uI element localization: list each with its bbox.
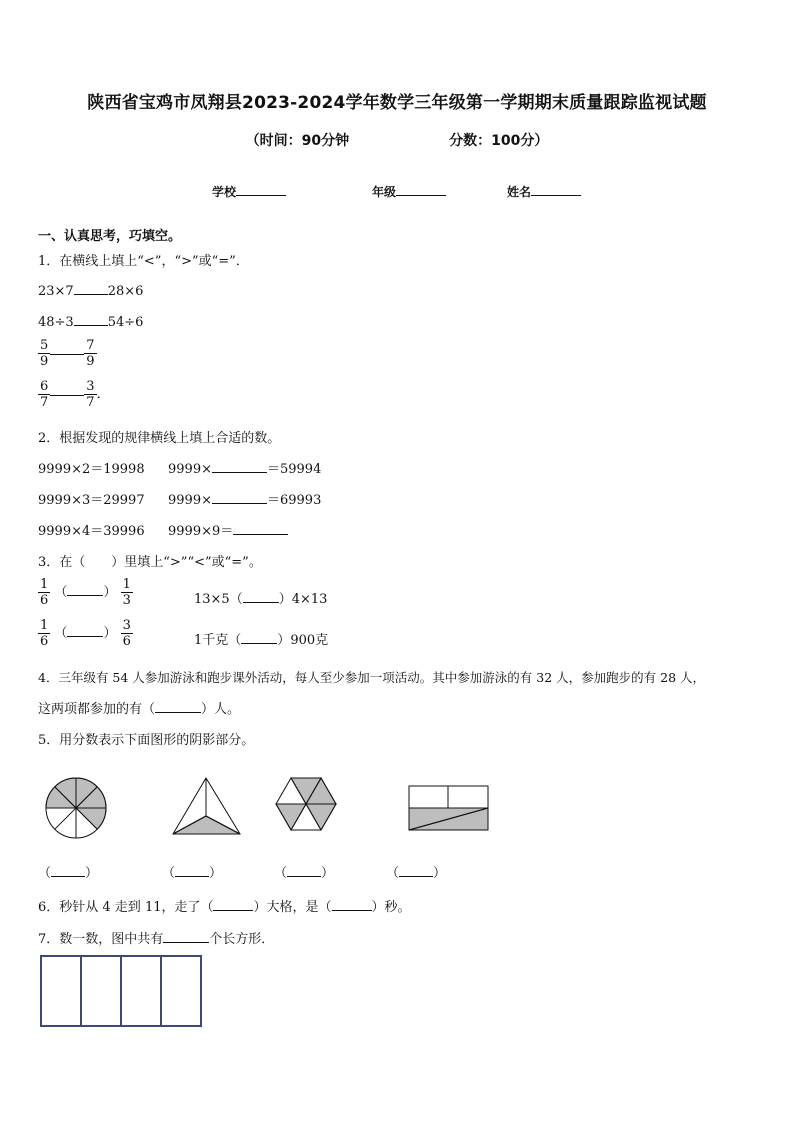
- fraction: $\frac{7}{9}$: [86, 338, 95, 369]
- q1-line2: [38, 313, 143, 330]
- name-field: [507, 183, 581, 200]
- q1-blank-2[interactable]: [74, 313, 108, 326]
- q5-blank-2[interactable]: [175, 864, 209, 877]
- q2-row3-expr: 9999×9＝: [168, 524, 234, 539]
- exam-subtitle: [0, 130, 794, 150]
- section-1-title: 一、认真思考，巧填空。: [38, 229, 182, 244]
- q2-row2-result: ＝69993: [266, 493, 322, 508]
- q2-row3-right: [168, 520, 288, 539]
- q1-line1-right: 28×6: [107, 284, 144, 299]
- fraction: $\frac{6}{7}$: [40, 379, 49, 410]
- q1-end-mark: ．: [96, 387, 110, 402]
- q1-blank-1[interactable]: [74, 282, 108, 295]
- q3-blank-d[interactable]: [241, 631, 277, 644]
- q1-prompt: 1．在横线上填上“<”，“>”或“=”．: [38, 254, 249, 269]
- q1-blank-4[interactable]: [50, 393, 84, 396]
- fraction: $\frac{1}{6}$: [40, 618, 49, 649]
- time-limit: （时间：90分钟: [245, 133, 350, 149]
- q7-blank[interactable]: [163, 930, 209, 943]
- q2-row2-right: [168, 489, 321, 508]
- q2-row2-expr: 9999×: [168, 493, 212, 508]
- circle-figure: [46, 778, 106, 838]
- school-blank[interactable]: [236, 183, 286, 196]
- q2-row1-expr: 9999×: [168, 462, 212, 477]
- q5-figures: [38, 770, 498, 840]
- fraction: $\frac{3}{7}$: [86, 379, 95, 410]
- q1-line3: [38, 338, 97, 369]
- fraction: $\frac{3}{6}$: [122, 618, 131, 649]
- q4-line2: [38, 698, 240, 717]
- fraction: $\frac{5}{9}$: [40, 338, 49, 369]
- triangle-figure: [173, 778, 240, 834]
- q2-row3-left: 9999×4＝39996: [38, 524, 145, 539]
- q4-blank[interactable]: [155, 700, 201, 713]
- q3-prompt: 3．在（ ）里填上“>”“<”或“=”。: [38, 555, 262, 570]
- q6-text-c: ）秒。: [371, 900, 411, 915]
- q6-blank-2[interactable]: [332, 898, 372, 911]
- q5-prompt: 5．用分数表示下面图形的阴影部分。: [38, 733, 255, 748]
- q6-text-a: 6．秒针从 4 走到 11，走了（: [38, 900, 214, 915]
- q3-blank-a[interactable]: [67, 583, 103, 596]
- name-label: 姓名: [507, 185, 532, 199]
- q6-line: [38, 896, 411, 915]
- q3-item-a: $\frac{1}{6}$ （ ） $\frac{1}{3}$: [40, 577, 131, 608]
- grade-field: [372, 183, 446, 200]
- q1-line4: [38, 379, 110, 410]
- q3-item-c: $\frac{1}{6}$ （ ） $\frac{3}{6}$: [40, 618, 131, 649]
- school-label: 学校: [212, 185, 237, 199]
- q3-item-d: 1千克（ ）900克: [194, 633, 329, 648]
- q2-row1-result: ＝59994: [266, 462, 322, 477]
- q7-line: [38, 928, 274, 947]
- q1-blank-3[interactable]: [50, 352, 84, 355]
- q3-blank-b[interactable]: [243, 590, 279, 603]
- q7-text-b: 个长方形．: [209, 932, 275, 947]
- q4-line1: 4．三年级有 54 人参加游泳和跑步课外活动，每人至少参加一项活动。其中参加游泳的有 32 人，参加跑步的有 28 人，: [38, 670, 706, 685]
- q4-text-b: ）人。: [201, 702, 241, 717]
- grade-blank[interactable]: [396, 183, 446, 196]
- q2-blank-1[interactable]: [212, 460, 267, 473]
- q5-answer-1: （ ）: [38, 866, 99, 881]
- q3-d-left: 1千克: [194, 633, 229, 648]
- q5-blank-3[interactable]: [287, 864, 321, 877]
- q2-row1-left: 9999×2＝19998: [38, 462, 145, 477]
- q2-prompt: 2．根据发现的规律横线上填上合适的数。: [38, 431, 281, 446]
- hexagon-figure: [276, 778, 336, 830]
- rectangle-figure: [409, 786, 488, 830]
- q3-d-right: 900克: [290, 633, 329, 648]
- q6-text-b: ）大格，是（: [253, 900, 332, 915]
- q3-item-b: 13×5（ ）4×13: [194, 592, 328, 607]
- fraction: $\frac{1}{3}$: [122, 577, 131, 608]
- q2-blank-3[interactable]: [233, 522, 288, 535]
- q5-blank-1[interactable]: [51, 864, 85, 877]
- exam-title: 陕西省宝鸡市凤翔县2023-2024学年数学三年级第一学期期末质量跟踪监视试题: [87, 93, 707, 113]
- rectangles-figure: [40, 955, 204, 1029]
- q2-row1-right: [168, 458, 321, 477]
- q1-line2-left: 48÷3: [38, 315, 74, 330]
- grade-label: 年级: [372, 185, 397, 199]
- q3-b-right: 4×13: [291, 592, 328, 607]
- name-blank[interactable]: [531, 183, 581, 196]
- q3-blank-c[interactable]: [67, 624, 103, 637]
- q7-text-a: 7．数一数，图中共有: [38, 932, 164, 947]
- total-score: 分数：100分）: [449, 133, 549, 149]
- q1-line1-left: 23×7: [38, 284, 74, 299]
- fraction: $\frac{1}{6}$: [40, 577, 49, 608]
- q6-blank-1[interactable]: [213, 898, 253, 911]
- q1-line1: [38, 282, 143, 299]
- q4-text-a: 这两项都参加的有（: [38, 702, 156, 717]
- q5-answer-3: （ ）: [274, 866, 335, 881]
- school-field: [212, 183, 286, 200]
- q1-line2-right: 54÷6: [107, 315, 144, 330]
- q3-b-left: 13×5: [194, 592, 230, 607]
- q5-answer-2: （ ）: [162, 866, 223, 881]
- q2-row2-left: 9999×3＝29997: [38, 493, 145, 508]
- q2-blank-2[interactable]: [212, 491, 267, 504]
- q5-blank-4[interactable]: [399, 864, 433, 877]
- q5-answer-4: （ ）: [386, 866, 447, 881]
